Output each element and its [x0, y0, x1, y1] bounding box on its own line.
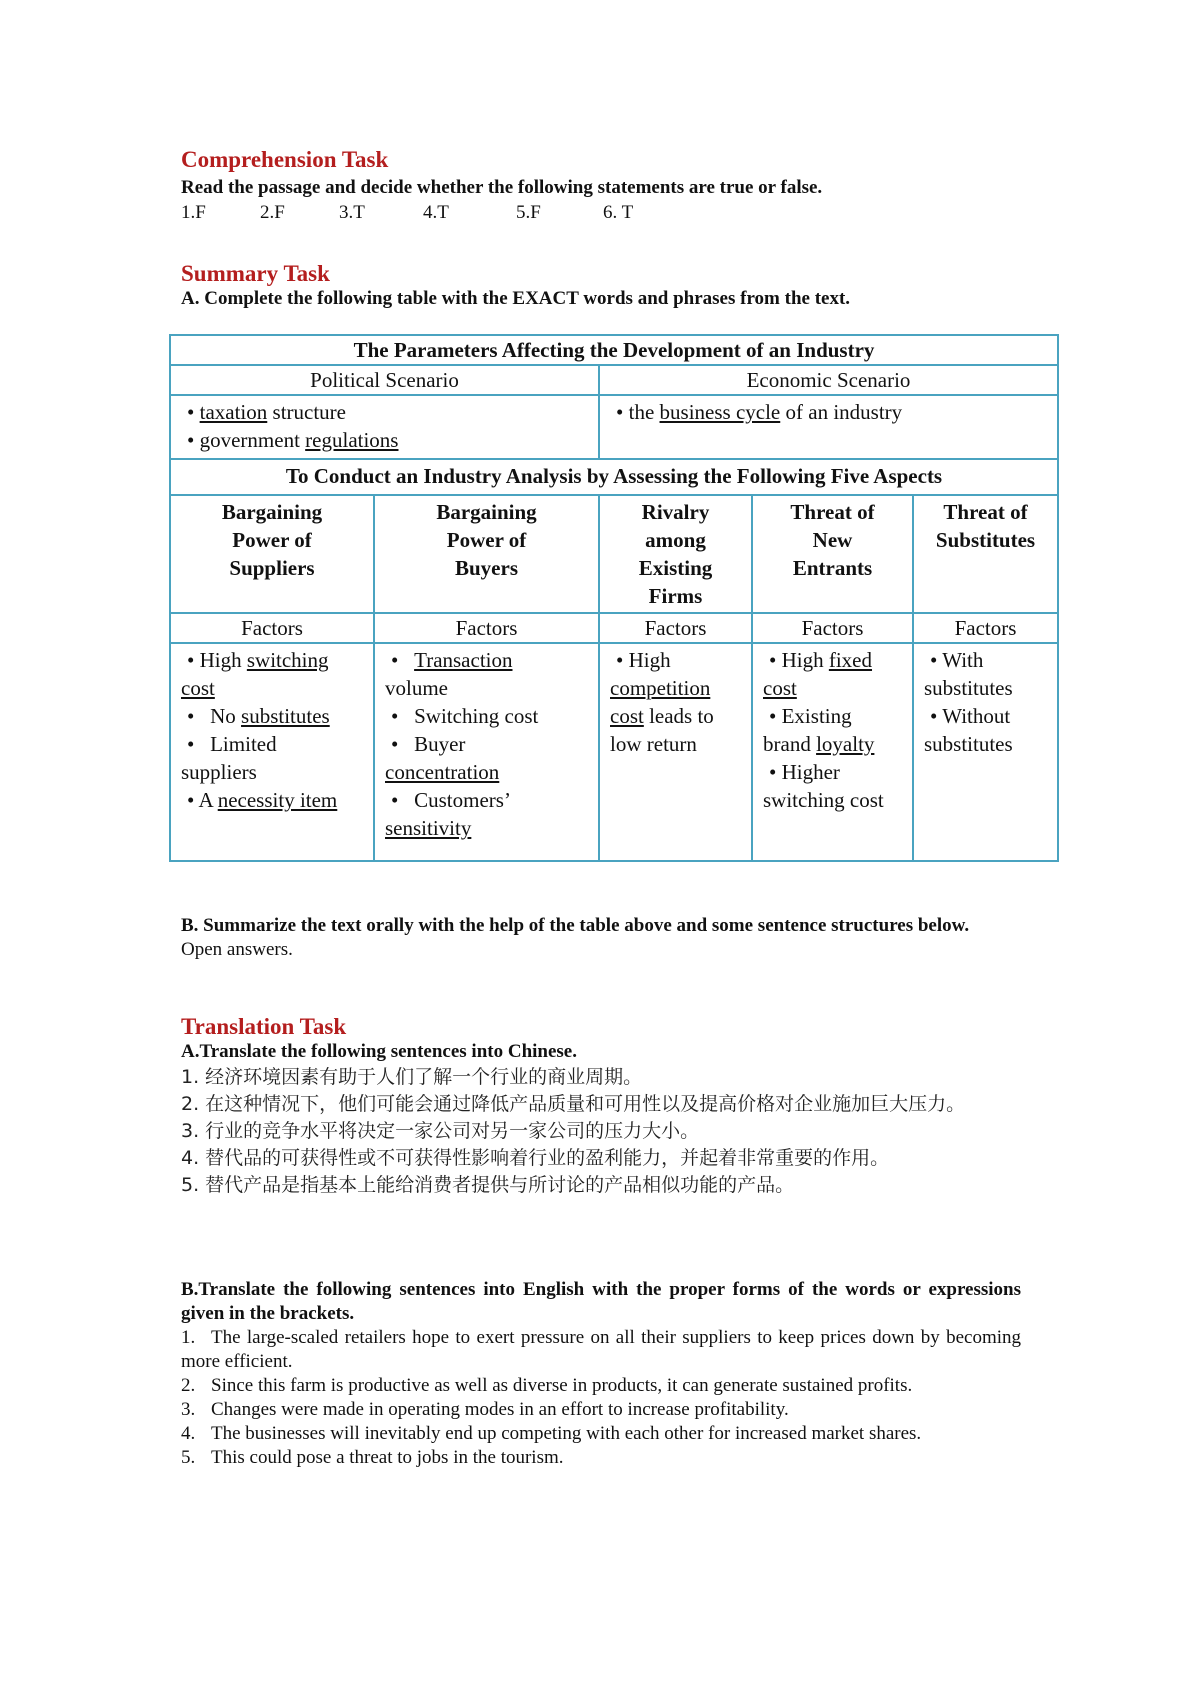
translation-instruction-b: B.Translate the following sentences into English with the proper forms of the words or expressions given in the brackets. — [181, 1279, 1021, 1324]
summary-instruction-b: B. Summarize the text orally with the help of the table above and some sentence structures below. — [181, 915, 970, 936]
factors-label-3: Factors — [599, 613, 752, 643]
open-answers: Open answers. — [181, 939, 293, 960]
chinese-sentence-2: 2. 在这种情况下，他们可能会通过降低产品质量和可用性以及提高价格对企业施加巨大压力。 — [181, 1093, 966, 1115]
comprehension-instruction: Read the passage and decide whether the following statements are true or false. — [181, 177, 823, 198]
english-sentence-4: 4. The businesses will inevitably end up competing with each other for increased market shares. — [181, 1423, 922, 1444]
summary-instruction-a: A. Complete the following table with the EXACT words and phrases from the text. — [181, 288, 851, 309]
factors-rivalry: • High competition cost leads to low return — [599, 643, 752, 861]
summary-b-section — [181, 914, 1021, 962]
english-sentence-3: 3. Changes were made in operating modes in an effort to increase profitability. — [181, 1399, 789, 1420]
economic-items — [599, 395, 1058, 459]
economic-header: Economic Scenario — [599, 365, 1058, 395]
comprehension-section — [181, 146, 1021, 225]
factors-label-2: Factors — [374, 613, 599, 643]
translation-title: Translation Task — [181, 1014, 347, 1039]
english-sentence-2: 2. Since this farm is productive as well as diverse in products, it can generate sustained profits. — [181, 1375, 913, 1396]
answer-2: 2.F — [260, 202, 285, 223]
summary-title: Summary Task — [181, 261, 330, 286]
answer-5: 5.F — [516, 202, 541, 223]
aspect-substitutes: Threat of Substitutes — [913, 495, 1058, 613]
answer-list — [181, 201, 1021, 225]
factors-new-entrants: • High fixed cost • Existing brand loyalty • Higher switching cost — [752, 643, 913, 861]
english-sentence-5: 5. This could pose a threat to jobs in the tourism. — [181, 1447, 564, 1468]
aspect-buyers: Bargaining Power of Buyers — [374, 495, 599, 613]
political-header: Political Scenario — [170, 365, 599, 395]
english-sentence-1: 1. The large-scaled retailers hope to exert pressure on all their suppliers to keep prices down by becoming more efficient. — [181, 1327, 1021, 1372]
parameters-table — [169, 334, 1057, 862]
chinese-sentence-3: 3. 行业的竞争水平将决定一家公司对另一家公司的压力大小。 — [181, 1120, 700, 1142]
factors-substitutes: • With substitutes • Without substitutes — [913, 643, 1058, 861]
chinese-sentence-1: 1. 经济环境因素有助于人们了解一个行业的商业周期。 — [181, 1066, 643, 1088]
answer-4: 4.T — [423, 202, 449, 223]
factors-label-4: Factors — [752, 613, 913, 643]
list-item: • taxation structure — [187, 400, 346, 424]
translation-instruction-a: A.Translate the following sentences into Chinese. — [181, 1041, 577, 1062]
chinese-sentence-5: 5. 替代产品是指基本上能给消费者提供与所讨论的产品相似功能的产品。 — [181, 1174, 795, 1196]
factors-label-5: Factors — [913, 613, 1058, 643]
answer-1: 1.F — [181, 202, 206, 223]
aspect-rivalry: Rivalry among Existing Firms — [599, 495, 752, 613]
political-items — [170, 395, 599, 459]
answer-6: 6. T — [603, 202, 634, 223]
answer-3: 3.T — [339, 202, 365, 223]
list-item: • the business cycle of an industry — [616, 400, 903, 424]
factors-label-1: Factors — [170, 613, 374, 643]
list-item: • government regulations — [187, 428, 399, 452]
translation-b-section — [181, 1278, 1021, 1470]
factors-buyers: • Transaction volume • Switching cost • Buyer concentration • Customers’ sensitivity — [374, 643, 599, 861]
chinese-sentence-4: 4. 替代品的可获得性或不可获得性影响着行业的盈利能力，并起着非常重要的作用。 — [181, 1147, 890, 1169]
factors-suppliers: • High switching cost • No substitutes • Limited suppliers • A necessity item — [170, 643, 374, 861]
summary-section — [181, 260, 1021, 311]
comprehension-title: Comprehension Task — [181, 147, 389, 172]
aspect-new-entrants: Threat of New Entrants — [752, 495, 913, 613]
translation-section — [181, 1013, 1021, 1199]
five-aspects-title: To Conduct an Industry Analysis by Assessing the Following Five Aspects — [170, 459, 1058, 495]
aspect-suppliers: Bargaining Power of Suppliers — [170, 495, 374, 613]
table-title: The Parameters Affecting the Development of an Industry — [170, 335, 1058, 365]
